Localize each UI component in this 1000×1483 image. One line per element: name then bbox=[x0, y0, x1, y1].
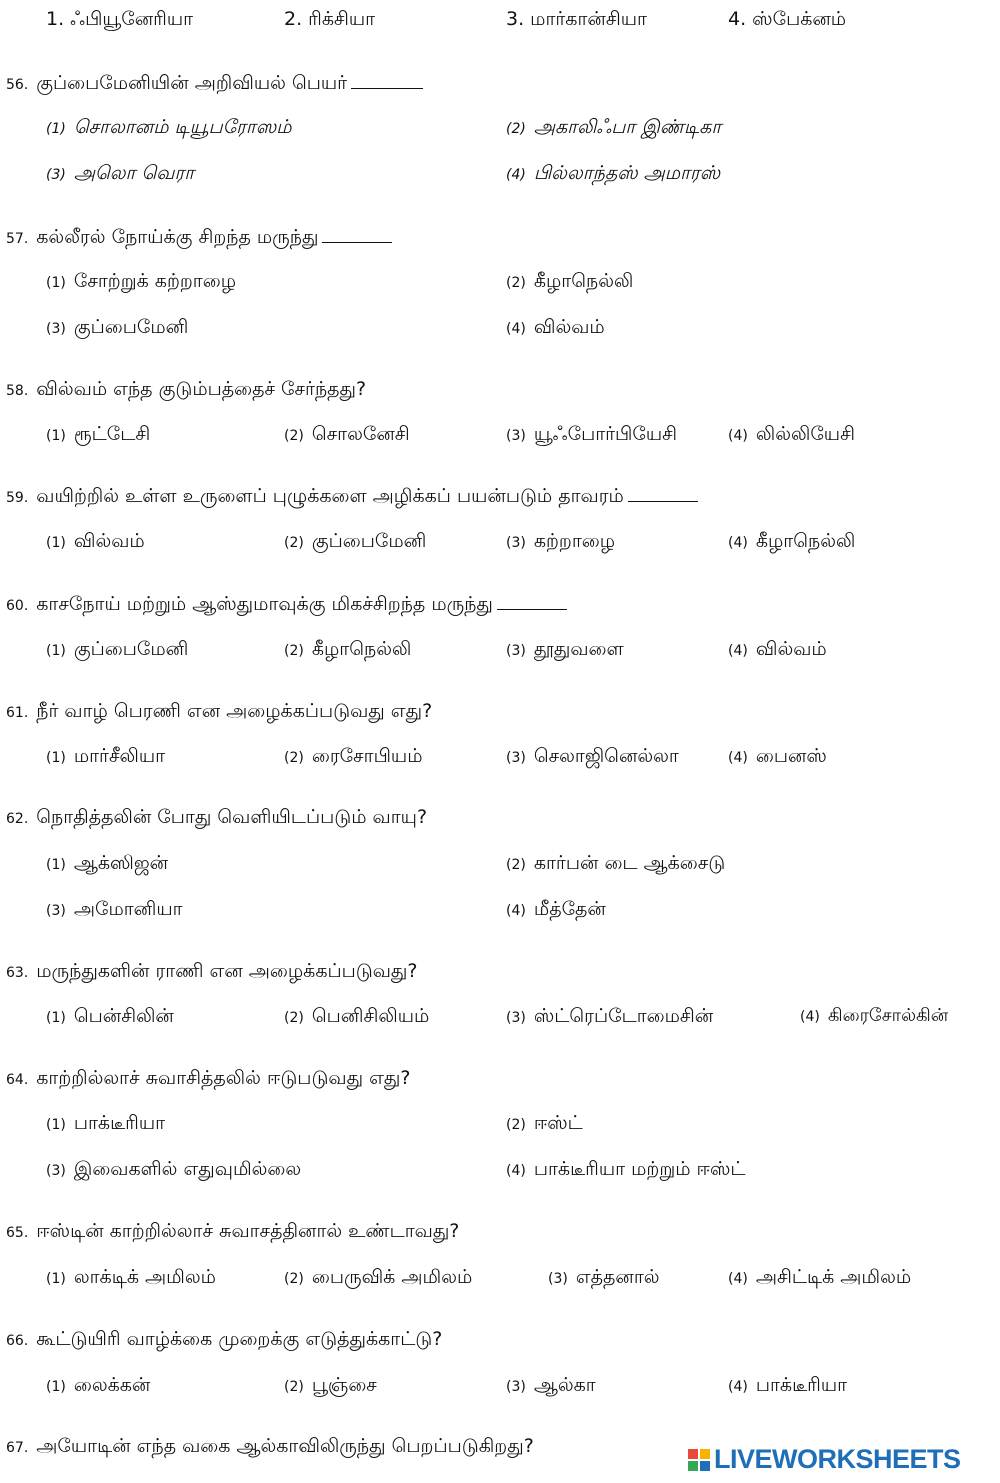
q65-option-4[interactable]: (4) அசிட்டிக் அமிலம் bbox=[728, 1266, 912, 1288]
q58-option-2[interactable]: (2) சொலனேசி bbox=[284, 423, 410, 445]
q62-option-4[interactable]: (4) மீத்தேன் bbox=[506, 898, 606, 920]
q64-option-1[interactable]: (1) பாக்டீரியா bbox=[46, 1112, 166, 1134]
q56-option-2[interactable]: (2) அகாலிஃபா இண்டிகா bbox=[506, 116, 722, 138]
q64-option-2[interactable]: (2) ஈஸ்ட் bbox=[506, 1112, 583, 1134]
q66-option-1[interactable]: (1) லைக்கன் bbox=[46, 1374, 151, 1396]
q61-option-4[interactable]: (4) பைனஸ் bbox=[728, 745, 827, 767]
q61-option-2[interactable]: (2) ரைசோபியம் bbox=[284, 745, 423, 767]
answer-blank[interactable] bbox=[628, 483, 698, 502]
q60-option-4[interactable]: (4) வில்வம் bbox=[728, 638, 827, 660]
q57-option-3[interactable]: (3) குப்பைமேனி bbox=[46, 316, 189, 338]
q58-option-4[interactable]: (4) லில்லியேசி bbox=[728, 423, 855, 445]
q66-option-3[interactable]: (3) ஆல்கா bbox=[506, 1374, 596, 1396]
q62-option-3[interactable]: (3) அமோனியா bbox=[46, 898, 183, 920]
liveworksheets-logo-text: LIVEWORKSHEETS bbox=[714, 1444, 961, 1474]
q59-option-4[interactable]: (4) கீழாநெல்லி bbox=[728, 530, 856, 552]
question-65: 65. ஈஸ்டின் காற்றில்லாச் சுவாசத்தினால் உண்டாவது? bbox=[6, 1220, 460, 1242]
question-62: 62. நொதித்தலின் போது வெளியிடப்படும் வாயு? bbox=[6, 806, 428, 828]
q61-option-3[interactable]: (3) செலாஜினெல்லா bbox=[506, 745, 679, 767]
question-64: 64. காற்றில்லாச் சுவாசித்தலில் ஈடுபடுவது எது? bbox=[6, 1067, 411, 1089]
q57-option-1[interactable]: (1) சோற்றுக் கற்றாழை bbox=[46, 270, 237, 292]
q65-option-2[interactable]: (2) பைருவிக் அமிலம் bbox=[284, 1266, 473, 1288]
q65-option-1[interactable]: (1) லாக்டிக் அமிலம் bbox=[46, 1266, 216, 1288]
answer-blank[interactable] bbox=[351, 70, 423, 89]
q59-option-2[interactable]: (2) குப்பைமேனி bbox=[284, 530, 427, 552]
question-59: 59. வயிற்றில் உள்ள உருளைப் புழுக்களை அழிக்கப் பயன்படும் தாவரம் bbox=[6, 483, 698, 511]
q66-option-4[interactable]: (4) பாக்டீரியா bbox=[728, 1374, 848, 1396]
question-63: 63. மருந்துகளின் ராணி என அழைக்கப்படுவது? bbox=[6, 960, 418, 982]
q56-option-3[interactable]: (3) அலொ வெரா bbox=[46, 162, 195, 184]
prev-question-option-4: 4. ஸ்பேக்னம் bbox=[728, 8, 847, 30]
q64-option-3[interactable]: (3) இவைகளில் எதுவுமில்லை bbox=[46, 1158, 302, 1180]
q66-option-2[interactable]: (2) பூஞ்சை bbox=[284, 1374, 377, 1396]
question-56: 56. குப்பைமேனியின் அறிவியல் பெயர் bbox=[6, 70, 423, 98]
question-66: 66. கூட்டுயிரி வாழ்க்கை முறைக்கு எடுத்துக்காட்டு? bbox=[6, 1328, 443, 1350]
q62-option-2[interactable]: (2) கார்பன் டை ஆக்சைடு bbox=[506, 852, 726, 874]
q60-option-3[interactable]: (3) தூதுவளை bbox=[506, 638, 624, 660]
q56-option-1[interactable]: (1) சொலானம் டியூபரோஸம் bbox=[46, 116, 292, 138]
liveworksheets-logo-icon bbox=[688, 1449, 710, 1471]
question-67: 67. அயோடின் எந்த வகை ஆல்காவிலிருந்து பெறப்படுகிறது? bbox=[6, 1435, 534, 1457]
q65-option-3[interactable]: (3) எத்தனால் bbox=[548, 1266, 660, 1288]
q57-option-4[interactable]: (4) வில்வம் bbox=[506, 316, 605, 338]
q63-option-3[interactable]: (3) ஸ்ட்ரெப்டோமைசின் bbox=[506, 1005, 714, 1027]
q56-option-4[interactable]: (4) பில்லாந்தஸ் அமாரஸ் bbox=[506, 162, 721, 184]
question-57: 57. கல்லீரல் நோய்க்கு சிறந்த மருந்து bbox=[6, 224, 392, 252]
q59-option-3[interactable]: (3) கற்றாழை bbox=[506, 530, 616, 552]
q63-option-1[interactable]: (1) பென்சிலின் bbox=[46, 1005, 174, 1027]
q58-option-1[interactable]: (1) ரூட்டேசி bbox=[46, 423, 151, 445]
answer-blank[interactable] bbox=[322, 224, 392, 243]
liveworksheets-logo[interactable] bbox=[688, 1444, 961, 1475]
question-58: 58. வில்வம் எந்த குடும்பத்தைச் சேர்ந்தது? bbox=[6, 378, 367, 400]
q63-option-4[interactable]: (4) கிரைசோல்கின் bbox=[800, 1005, 949, 1026]
question-61: 61. நீர் வாழ் பெரணி என அழைக்கப்படுவது எது? bbox=[6, 700, 433, 722]
answer-blank[interactable] bbox=[497, 591, 567, 610]
prev-question-option-1: 1. ஃபியூனேரியா bbox=[46, 8, 194, 30]
q60-option-1[interactable]: (1) குப்பைமேனி bbox=[46, 638, 189, 660]
question-60: 60. காசநோய் மற்றும் ஆஸ்துமாவுக்கு மிகச்சிறந்த மருந்து bbox=[6, 591, 567, 619]
q62-option-1[interactable]: (1) ஆக்ஸிஜன் bbox=[46, 852, 169, 874]
q58-option-3[interactable]: (3) யூஃபோர்பியேசி bbox=[506, 423, 678, 445]
prev-question-option-2: 2. ரிக்சியா bbox=[284, 8, 376, 30]
q57-option-2[interactable]: (2) கீழாநெல்லி bbox=[506, 270, 634, 292]
q64-option-4[interactable]: (4) பாக்டீரியா மற்றும் ஈஸ்ட் bbox=[506, 1158, 746, 1180]
q60-option-2[interactable]: (2) கீழாநெல்லி bbox=[284, 638, 412, 660]
prev-question-option-3: 3. மார்கான்சியா bbox=[506, 8, 647, 30]
q61-option-1[interactable]: (1) மார்சீலியா bbox=[46, 745, 166, 767]
q59-option-1[interactable]: (1) வில்வம் bbox=[46, 530, 145, 552]
q63-option-2[interactable]: (2) பெனிசிலியம் bbox=[284, 1005, 430, 1027]
